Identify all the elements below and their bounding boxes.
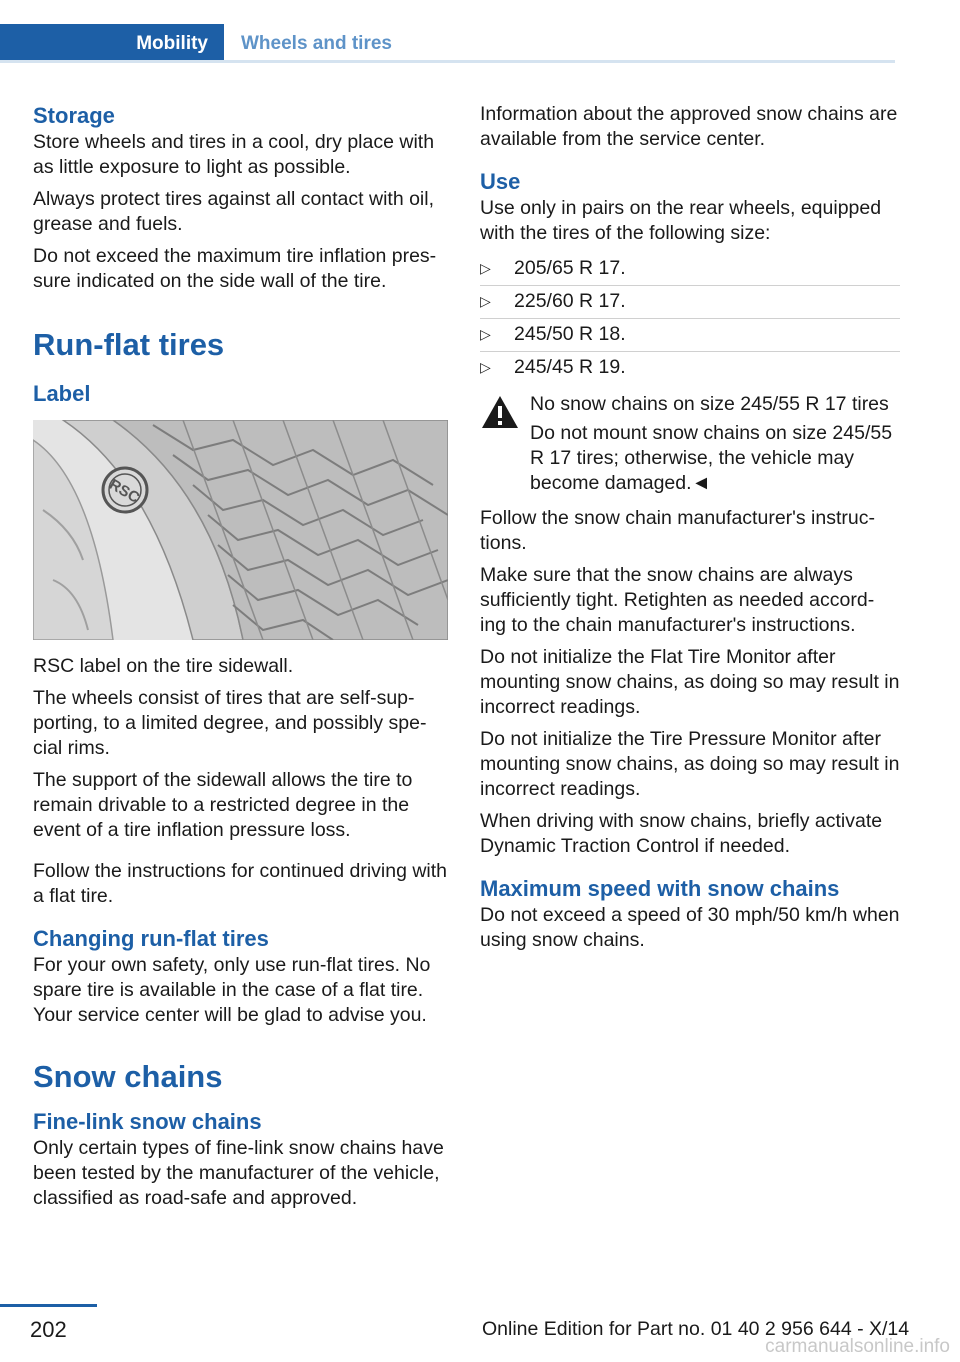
rsc-logo-text: RSC <box>106 476 143 507</box>
max-speed-heading: Maximum speed with snow chains <box>480 876 840 901</box>
right-paragraph-4: Do not initialize the Tire Pressure Monitor after mounting snow chains, as doing so may result in incorrect readings. <box>480 728 900 800</box>
triangle-bullet-icon: ▷ <box>480 293 491 309</box>
run-flat-paragraph-3: Follow the instructions for continued driving with a flat tire. <box>33 860 448 907</box>
right-paragraph-5: When driving with snow chains, briefly activate Dynamic Traction Control if needed. <box>480 810 883 857</box>
run-flat-paragraph-1: The wheels consist of tires that are self-sup‐porting, to a limited degree, and possibly spe‐cial rims. <box>33 687 427 759</box>
warning-body: Do not mount snow chains on size 245/55 R 17 tires; otherwise, the vehicle may become damaged.◄ <box>530 422 893 494</box>
tab-wheels-and-tires[interactable]: Wheels and tires <box>241 33 392 54</box>
list-item <box>480 352 900 384</box>
storage-paragraph-2: Always protect tires against all contact with oil, grease and fuels. <box>33 188 435 235</box>
use-paragraph: Use only in pairs on the rear wheels, equipped with the tires of the following size: <box>480 197 882 244</box>
run-flat-paragraph-2: The support of the sidewall allows the tire to remain drivable to a restricted degree in the event of a tire inflation pressure loss. <box>33 769 413 841</box>
warning-title: No snow chains on size 245/55 R 17 tires <box>530 393 889 415</box>
rsc-caption: RSC label on the tire sidewall. <box>33 655 294 677</box>
triangle-bullet-icon: ▷ <box>480 260 491 276</box>
warning-block <box>480 392 900 496</box>
list-item <box>480 253 900 286</box>
rsc-tire-illustration <box>33 420 448 640</box>
right-paragraph-2: Make sure that the snow chains are always sufficiently tight. Retighten as needed accord‐ing to the chain manufacturer's instructions. <box>480 564 875 636</box>
max-speed-paragraph: Do not exceed a speed of 30 mph/50 km/h when using snow chains. <box>480 904 900 951</box>
fine-link-heading: Fine-link snow chains <box>33 1109 262 1134</box>
list-item <box>480 319 900 352</box>
triangle-bullet-icon: ▷ <box>480 326 491 342</box>
header-divider <box>0 60 895 63</box>
fine-link-paragraph: Only certain types of fine-link snow chains have been tested by the manufacturer of the vehicle, classified as road-safe and approved. <box>33 1137 444 1209</box>
list-item-text: 205/65 R 17. <box>514 257 626 279</box>
tab-mobility[interactable]: Mobility <box>0 24 224 63</box>
right-paragraph-1: Follow the snow chain manufacturer's instruc‐tions. <box>480 507 875 554</box>
list-item-text: 225/60 R 17. <box>514 290 626 312</box>
right-column <box>480 102 900 960</box>
footer-divider <box>0 1304 97 1307</box>
storage-paragraph-1: Store wheels and tires in a cool, dry place with as little exposure to light as possible. <box>33 131 435 178</box>
storage-heading: Storage <box>33 103 115 128</box>
run-flat-heading: Run-flat tires <box>33 327 225 362</box>
edition-text: Online Edition for Part no. 01 40 2 956 644 - X/14 <box>482 1318 910 1340</box>
triangle-bullet-icon: ▷ <box>480 359 491 375</box>
snow-chains-heading: Snow chains <box>33 1059 223 1094</box>
tire-size-list <box>480 253 900 384</box>
list-item-text: 245/45 R 19. <box>514 356 626 378</box>
left-column <box>33 102 453 1218</box>
list-item <box>480 286 900 319</box>
info-paragraph: Information about the approved snow chains are available from the service center. <box>480 103 898 150</box>
changing-run-flat-heading: Changing run-flat tires <box>33 926 269 951</box>
changing-paragraph: For your own safety, only use run-flat tires. No spare tire is available in the case of a flat tire. Your service center will be glad to advise you. <box>33 954 431 1026</box>
list-item-text: 245/50 R 18. <box>514 323 626 345</box>
watermark: carmanualsonline.info <box>765 1336 950 1357</box>
use-heading: Use <box>480 169 521 194</box>
label-heading: Label <box>33 381 91 406</box>
right-paragraph-3: Do not initialize the Flat Tire Monitor after mounting snow chains, as doing so may result in incorrect readings. <box>480 646 900 718</box>
warning-triangle-icon <box>480 394 520 430</box>
page-number: 202 <box>30 1317 67 1342</box>
storage-paragraph-3: Do not exceed the maximum tire inflation pres‐sure indicated on the side wall of the tire. <box>33 245 437 292</box>
